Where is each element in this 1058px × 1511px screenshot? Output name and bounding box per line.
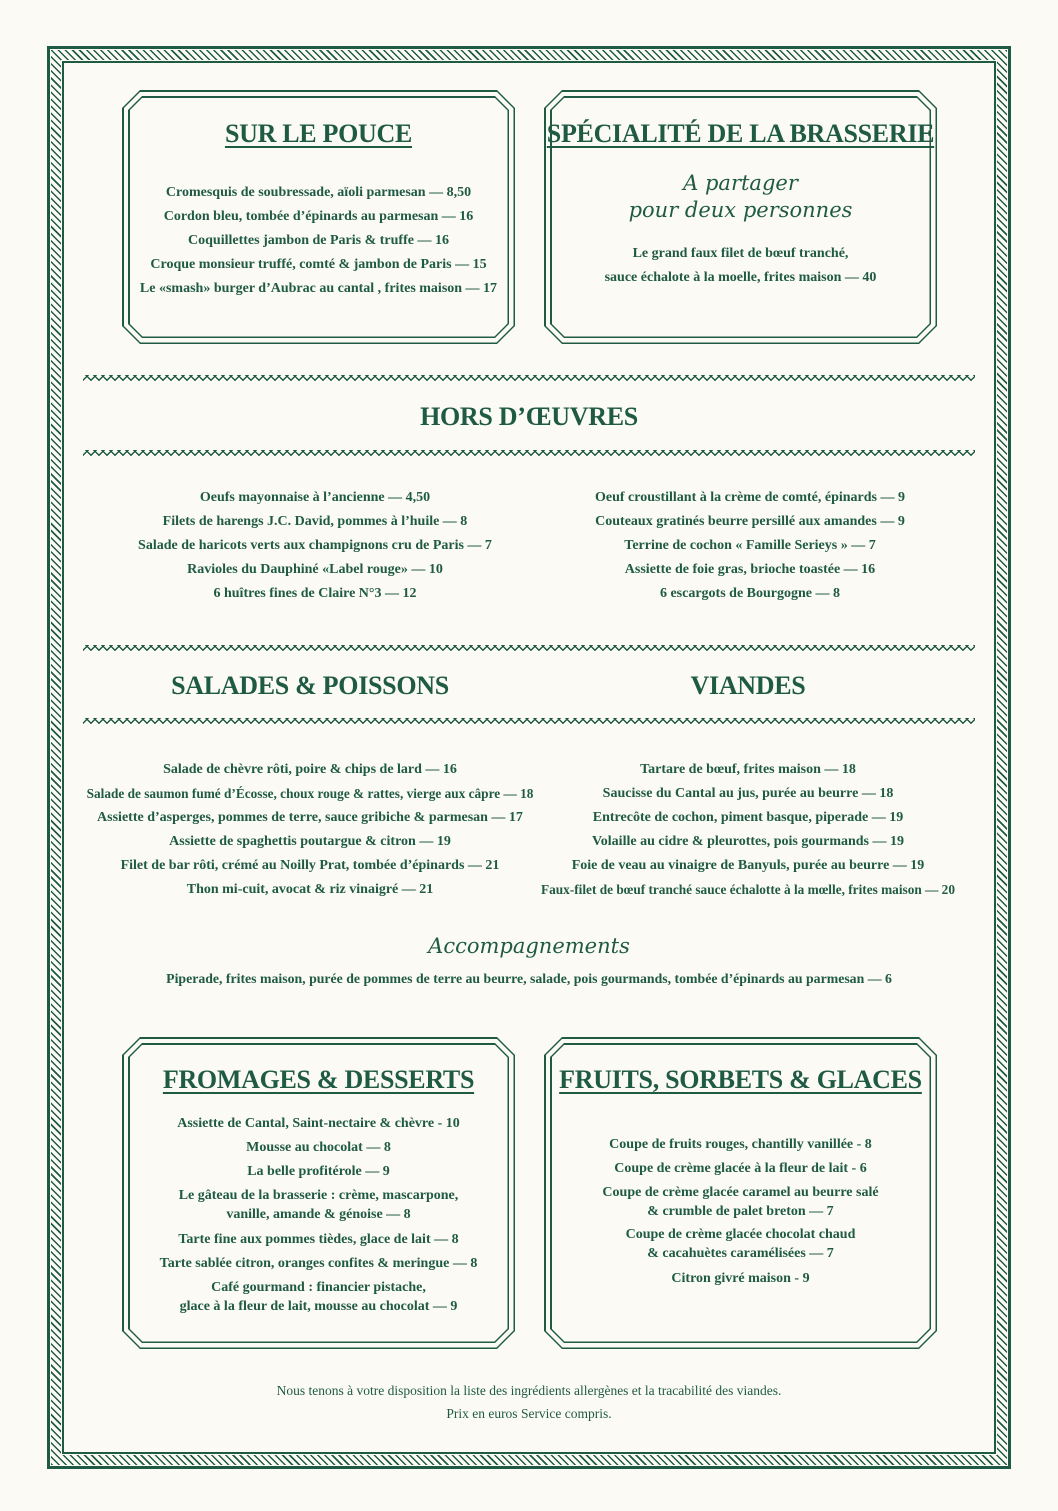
menu-item: Cromesquis de soubressade, aïoli parmesan — 8,50 <box>165 185 472 200</box>
menu-item: Thon mi-cuit, avocat & riz vinaigré — 21 <box>186 882 434 897</box>
hors-doeuvres-left <box>95 486 535 606</box>
menu-item: 6 huîtres fines de Claire N°3 — 12 <box>213 586 417 601</box>
menu-item: Ravioles du Dauphiné «Label rouge» — 10 <box>187 562 443 577</box>
specialite-box <box>544 90 937 344</box>
menu-item: Entrecôte de cochon, piment basque, piperade — 19 <box>592 810 904 825</box>
menu-item: sauce échalote à la moelle, frites maison — 40 <box>604 270 877 285</box>
menu-item: Coupe de fruits rouges, chantilly vanillée - 8 <box>609 1137 872 1152</box>
menu-item: Le gâteau de la brasserie : crème, mascarpone, vanille, amande & génoise — 8 <box>178 1188 459 1222</box>
menu-item: 6 escargots de Bourgogne — 8 <box>659 586 841 601</box>
specialite-subtitle-1: A partager <box>683 171 798 195</box>
menu-item: Assiette de spaghettis poutargue & citron — 19 <box>169 834 451 849</box>
menu-item: Salade de saumon fumé d’Écosse, choux rouge & rattes, vierge aux câpre — 18 <box>86 786 534 801</box>
menu-item: Assiette de foie gras, brioche toastée — 16 <box>624 562 876 577</box>
specialite-subtitle-2: pour deux personnes <box>628 198 853 222</box>
fruits-box <box>544 1037 937 1349</box>
zigzag-divider <box>83 645 975 654</box>
footer-line-prices: Prix en euros Service compris. <box>446 1406 612 1421</box>
specialite-title: SPÉCIALITÉ DE LA BRASSERIE <box>546 119 935 148</box>
zigzag-divider <box>83 718 975 727</box>
menu-item: Oeufs mayonnaise à l’ancienne — 4,50 <box>199 490 431 505</box>
menu-item: Volaille au cidre & pleurottes, pois gourmands — 19 <box>591 834 905 849</box>
sur-le-pouce-box <box>122 90 515 344</box>
menu-item: Salade de chèvre rôti, poire & chips de lard — 16 <box>163 762 457 777</box>
menu-item: Foie de veau au vinaigre de Banyuls, purée au beurre — 19 <box>571 858 925 873</box>
menu-item: Assiette de Cantal, Saint-nectaire & chèvre - 10 <box>177 1116 460 1131</box>
hors-doeuvres-right <box>530 486 970 606</box>
menu-item: Le «smash» burger d’Aubrac au cantal , frites maison — 17 <box>139 281 498 296</box>
sur-le-pouce-title: SUR LE POUCE <box>224 119 413 148</box>
menu-item: Café gourmand : financier pistache, glace à la fleur de lait, mousse au chocolat — 9 <box>179 1280 458 1314</box>
menu-item: Citron givré maison - 9 <box>671 1271 810 1286</box>
salades-title: SALADES & POISSONS <box>171 671 449 700</box>
menu-item: Cordon bleu, tombée d’épinards au parmesan — 16 <box>163 209 474 224</box>
zigzag-divider <box>83 375 975 384</box>
menu-item: Terrine de cochon « Famille Serieys » — 7 <box>624 538 876 553</box>
menu-item: Assiette d’asperges, pommes de terre, sauce gribiche & parmesan — 17 <box>97 810 523 825</box>
viandes-list <box>520 758 976 902</box>
menu-item: Coupe de crème glacée chocolat chaud & cacahuètes caramélisées — 7 <box>625 1227 856 1261</box>
menu-item: Couteaux gratinés beurre persillé aux amandes — 9 <box>595 514 905 529</box>
hors-doeuvres-title: HORS D’ŒUVRES <box>420 402 638 431</box>
salades-list <box>70 758 550 902</box>
menu-item: Salade de haricots verts aux champignons cru de Paris — 7 <box>138 538 492 553</box>
menu-item: Filet de bar rôti, crémé au Noilly Prat, tombée d’épinards — 21 <box>120 858 500 873</box>
menu-item: Tarte fine aux pommes tièdes, glace de lait — 8 <box>178 1232 459 1247</box>
viandes-title: VIANDES <box>690 671 806 700</box>
menu-item: Tartare de bœuf, frites maison — 18 <box>640 762 856 777</box>
menu-item: Le grand faux filet de bœuf tranché, <box>632 246 849 261</box>
fromages-box <box>122 1037 515 1349</box>
footer-note <box>62 1379 996 1425</box>
menu-item: Tarte sablée citron, oranges confites & meringue — 8 <box>159 1256 478 1271</box>
menu-item: La belle profitérole — 9 <box>247 1164 390 1179</box>
zigzag-divider <box>83 450 975 459</box>
menu-item: Filets de harengs J.C. David, pommes à l’huile — 8 <box>162 514 468 529</box>
accompagnements-text: Piperade, frites maison, purée de pommes de terre au beurre, salade, pois gourmands, tombée d’épinards au parmesan — 6 <box>166 971 892 986</box>
fruits-title: FRUITS, SORBETS & GLACES <box>559 1065 922 1094</box>
fromages-list <box>122 1112 515 1316</box>
accompagnements-title: Accompagnements <box>428 934 630 958</box>
fromages-title: FROMAGES & DESSERTS <box>162 1065 475 1094</box>
menu-item: Oeuf croustillant à la crème de comté, épinards — 9 <box>594 490 906 505</box>
fruits-list <box>544 1133 937 1291</box>
menu-item: Coupe de crème glacée à la fleur de lait - 6 <box>614 1161 867 1176</box>
menu-item: Saucisse du Cantal au jus, purée au beurre — 18 <box>602 786 894 801</box>
menu-item: Croque monsieur truffé, comté & jambon de Paris — 15 <box>150 257 487 272</box>
menu-item: Faux-filet de bœuf tranché sauce échalotte à la mœlle, frites maison — 20 <box>541 882 955 897</box>
menu-item: Mousse au chocolat — 8 <box>246 1140 391 1155</box>
sur-le-pouce-list <box>122 181 515 301</box>
footer-line-allergens: Nous tenons à votre disposition la liste des ingrédients allergènes et la tracabilité des viandes. <box>276 1383 782 1398</box>
menu-item: Coquillettes jambon de Paris & truffe — 16 <box>188 233 449 248</box>
menu-item: Coupe de crème glacée caramel au beurre salé & crumble de palet breton — 7 <box>602 1185 879 1219</box>
